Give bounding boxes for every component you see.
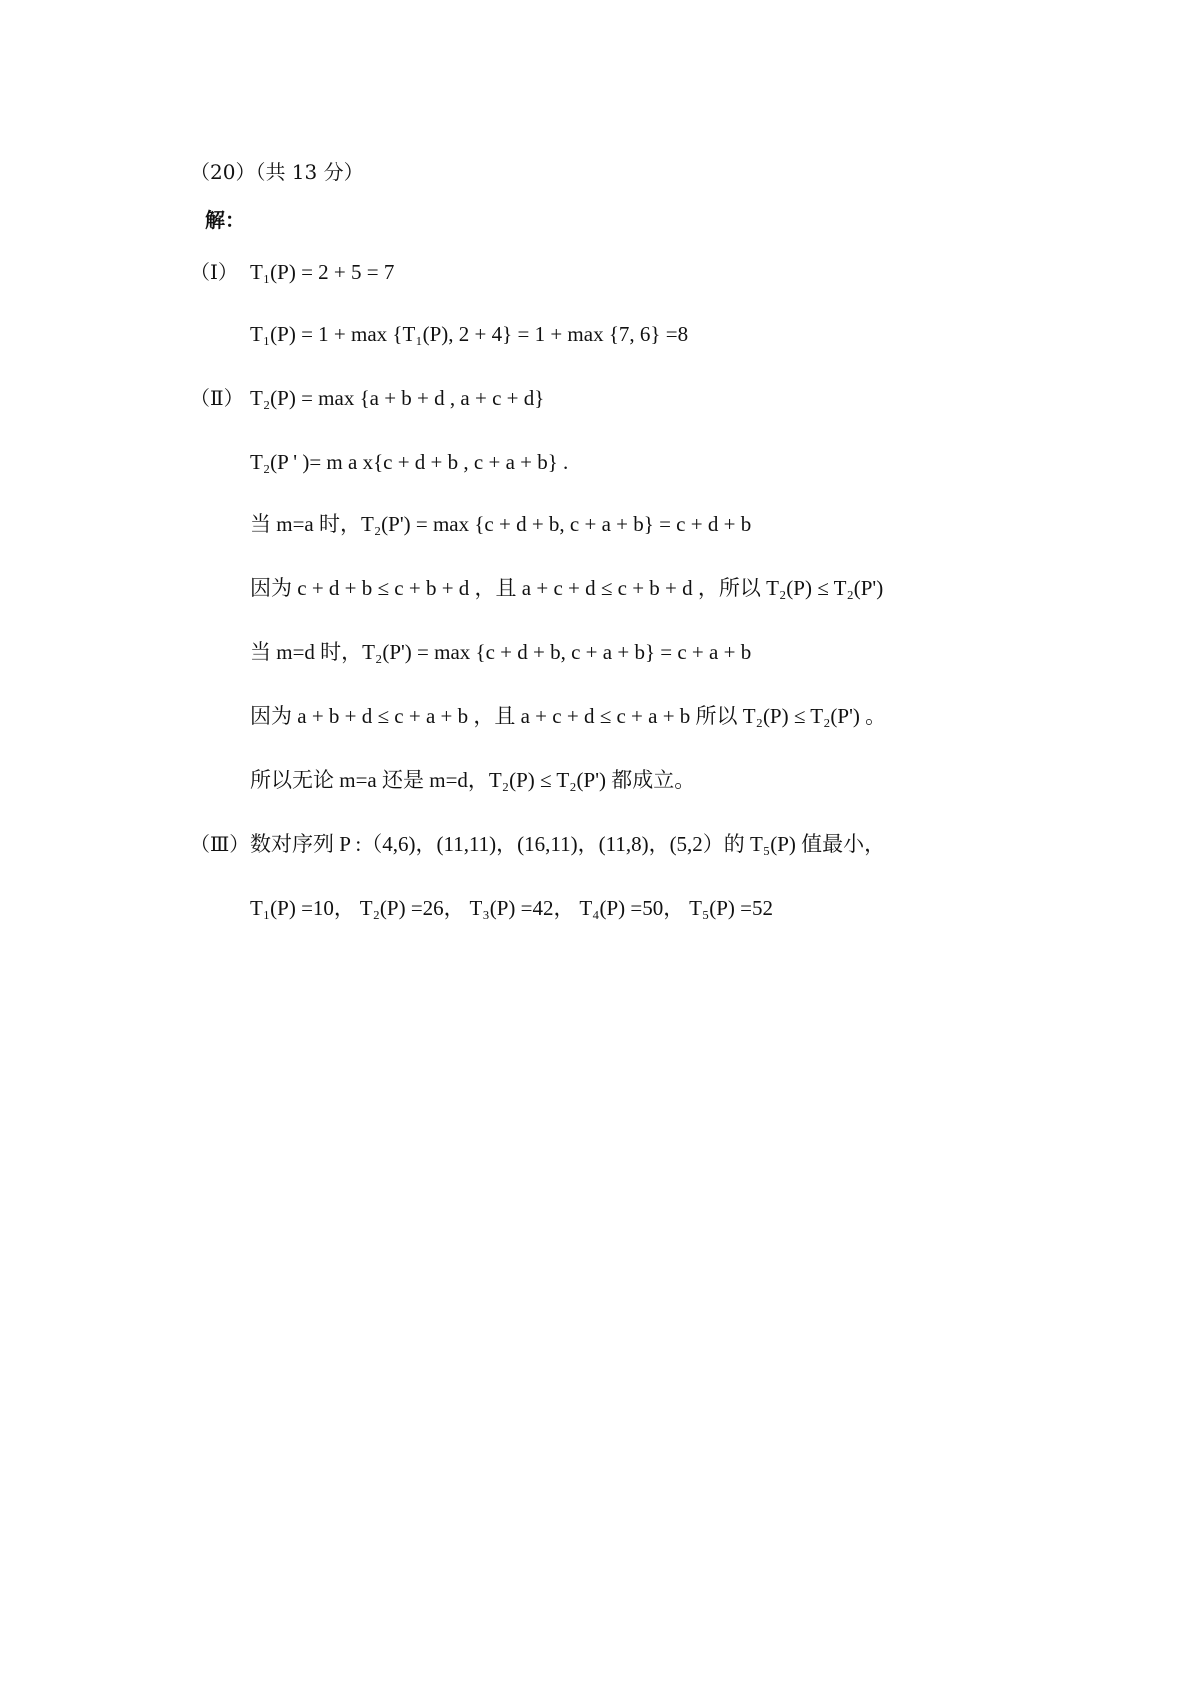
part-3-line-2: T₁(P) =10， T₂(P) =26， T₃(P) =42， T₄(P) =50， T₅(P) =52 (250, 896, 774, 920)
part-2-line-1: T₂(P) = max {a + b + d , a + c + d} (250, 386, 545, 410)
solution-label: 解： (205, 208, 245, 232)
part-2-line-7: 所以无论 m=a 还是 m=d，T₂(P) ≤ T₂(P') 都成立。 (250, 768, 696, 792)
part-2 (190, 384, 544, 412)
part-3-line-1: 数对序列 P :（4,6)，(11,11)，(16,11)，(11,8)，(5,2）的 T₅(P) 值最小， (250, 832, 886, 856)
part-1 (190, 258, 394, 286)
part-2-line-2: T₂(P ' )= m a x{c + d + b , c + a + b} . (250, 450, 569, 474)
part-3 (190, 830, 885, 858)
part-2-line-3: 当 m=a 时，T₂(P') = max {c + d + b, c + a + b} = c + d + b (250, 512, 752, 536)
part-1-label: （Ⅰ） (190, 260, 238, 284)
part-3-label: （Ⅲ） (190, 832, 250, 856)
part-1-line-1: T₁(P) = 2 + 5 = 7 (250, 260, 395, 284)
part-2-line-4: 因为 c + d + b ≤ c + b + d ，且 a + c + d ≤ c + b + d ，所以 T₂(P) ≤ T₂(P') (250, 576, 884, 600)
part-2-label: （Ⅱ） (190, 386, 244, 410)
part-2-line-6: 因为 a + b + d ≤ c + a + b ，且 a + c + d ≤ c + a + b 所以 T₂(P) ≤ T₂(P') 。 (250, 704, 887, 728)
part-2-line-5: 当 m=d 时，T₂(P') = max {c + d + b, c + a + b} = c + a + b (250, 640, 752, 664)
problem-heading: （20）（共 13 分） (190, 160, 364, 184)
part-1-line-2: T₁(P) = 1 + max {T₁(P), 2 + 4} = 1 + max {7, 6} =8 (250, 322, 689, 346)
